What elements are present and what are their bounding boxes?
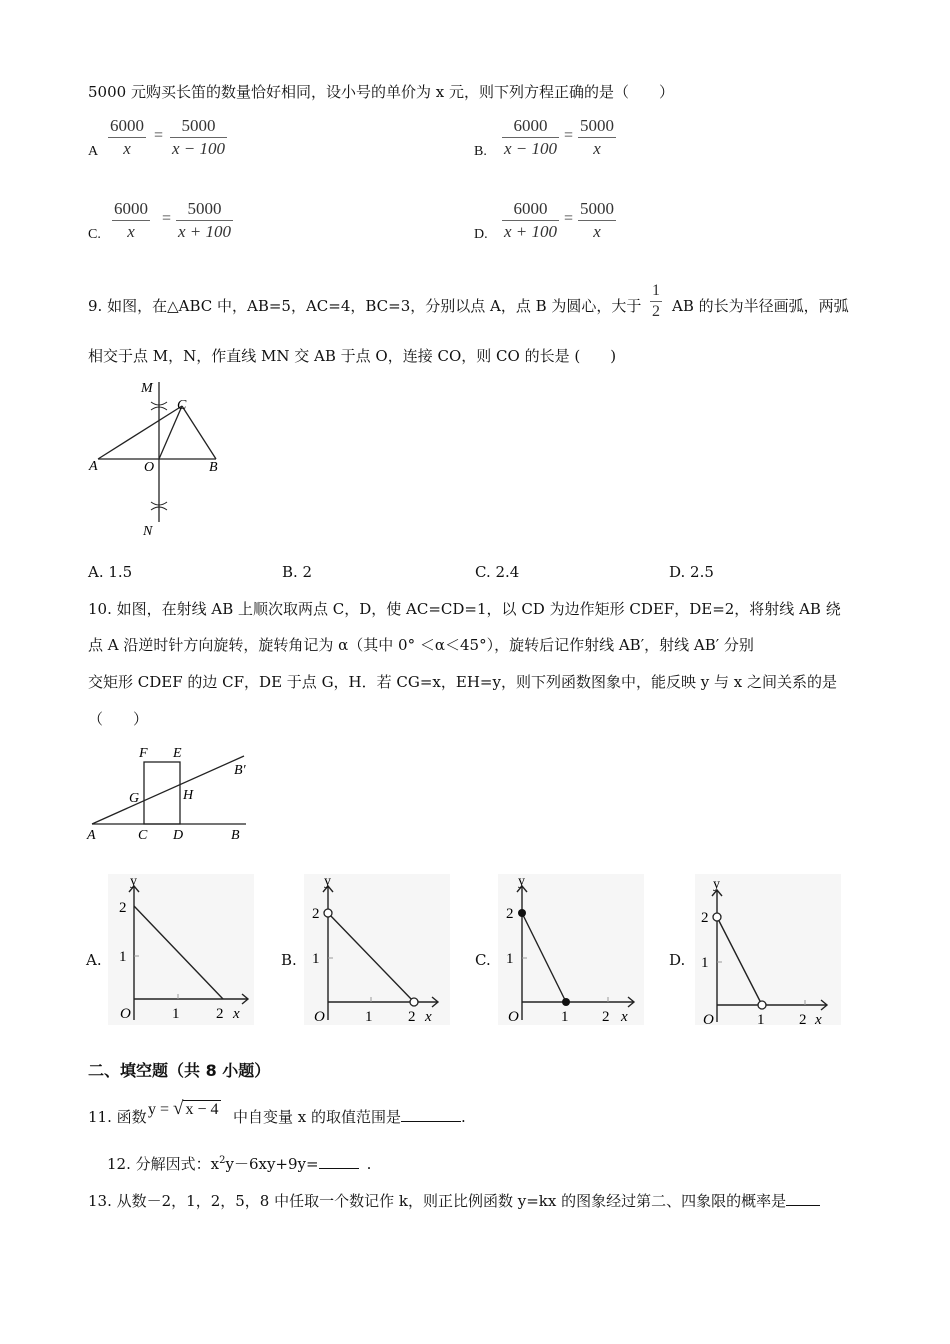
label-a: A (89, 459, 98, 474)
origin-label: O (314, 1009, 325, 1025)
axis-label-x: x (233, 1006, 240, 1022)
q10-graph-b-letter: B. (281, 951, 297, 969)
tick-y-2: 2 (701, 910, 709, 926)
q8-option-d-right-fraction (578, 199, 616, 242)
numerator: 6000 (110, 116, 144, 135)
q10-line2: 点 A 沿逆时针方向旋转，旋转角记为 α（其中 0° ＜α＜45°），旋转后记作射线 AB′，射线 AB′ 分别 (88, 636, 754, 654)
axis-label-x: x (621, 1009, 628, 1025)
q12-pre: 12. 分解因式：x (107, 1155, 220, 1173)
q11-pre: 11. 函数 (88, 1108, 147, 1126)
label-h: H (183, 788, 194, 803)
label-n: N (143, 524, 153, 539)
q10-graph-d (693, 872, 843, 1027)
label-c: C (177, 398, 187, 413)
q8-option-a-right-fraction (170, 116, 227, 159)
equals-sign: = (564, 210, 574, 227)
q10-line4: （ ） (88, 710, 149, 728)
q10-graph-a-letter: A. (86, 951, 102, 969)
q12-end: . (366, 1155, 372, 1173)
sqrt-sign: √ (173, 1098, 184, 1119)
tick-x-1: 1 (172, 1006, 180, 1022)
label-e: E (173, 746, 182, 761)
numerator: 6000 (513, 116, 548, 135)
denominator: x (127, 222, 135, 241)
q8-option-b-letter: B. (474, 144, 487, 159)
equals-sign: = (564, 127, 574, 144)
q10-graph-c (496, 872, 646, 1027)
numerator: 5000 (187, 199, 222, 218)
radicand: x − 4 (185, 1101, 219, 1118)
tick-y-2: 2 (119, 900, 127, 916)
q8-option-d-letter: D. (474, 227, 488, 242)
axis-label-y: y (713, 877, 720, 892)
q10-graph-d-letter: D. (669, 951, 686, 969)
answer-blank[interactable] (319, 1168, 359, 1169)
q8-stem: 5000 元购买长笛的数量恰好相同，设小号的单价为 x 元，则下列方程正确的是（ ） (88, 83, 674, 101)
q8-option-c-right-fraction (176, 199, 233, 242)
label-b-prime: B′ (234, 763, 246, 778)
tick-y-2: 2 (506, 906, 514, 922)
equals-sign: = (154, 127, 164, 144)
answer-blank[interactable] (401, 1121, 461, 1122)
label-d: D (173, 828, 184, 843)
axis-label-y: y (130, 874, 137, 889)
q8-option-b-right-fraction (578, 116, 616, 159)
tick-x-2: 2 (799, 1012, 807, 1027)
axis-label-x: x (815, 1012, 822, 1027)
tick-y-1: 1 (312, 951, 320, 967)
q9-choice-c: C. 2.4 (475, 563, 520, 581)
numerator: 5000 (181, 116, 216, 135)
q8-option-c-letter: C. (88, 227, 101, 242)
denominator: 2 (652, 303, 660, 320)
q9-choice-d: D. 2.5 (669, 563, 714, 581)
tick-x-1: 1 (757, 1012, 765, 1027)
tick-x-1: 1 (561, 1009, 569, 1025)
denominator: x (123, 139, 131, 158)
q12 (107, 1153, 371, 1174)
answer-blank[interactable] (786, 1205, 820, 1206)
q11-post-text: 中自变量 x 的取值范围是 (233, 1108, 401, 1126)
q8-option-a-left-fraction (108, 116, 146, 159)
label-b: B (209, 460, 218, 475)
section-title: 二、填空题（共 8 小题） (88, 1061, 271, 1080)
tick-y-1: 1 (701, 955, 709, 971)
tick-x-2: 2 (602, 1009, 610, 1025)
tick-y-1: 1 (119, 949, 127, 965)
q12-post: y－6xy+9y= (225, 1155, 319, 1173)
tick-y-1: 1 (506, 951, 514, 967)
label-m: M (141, 381, 153, 396)
q8-option-b-left-fraction (502, 116, 559, 159)
denominator: x − 100 (504, 139, 558, 158)
q10-line1: 10. 如图，在射线 AB 上顺次取两点 C，D，使 AC=CD=1，以 CD 为边作矩形 CDEF，DE=2，将射线 AB 绕 (88, 600, 841, 618)
q11-post (233, 1106, 466, 1127)
q9-half-fraction (650, 282, 662, 321)
axis-label-y: y (324, 874, 331, 889)
denominator: x (593, 222, 601, 241)
label-f: F (139, 746, 148, 761)
label-b: B (231, 828, 240, 843)
q8-option-d-left-fraction (502, 199, 559, 242)
numerator: 6000 (114, 199, 148, 218)
q9-triangle-figure (86, 374, 236, 544)
q13 (88, 1190, 820, 1211)
q10-line3: 交矩形 CDEF 的边 CF，DE 于点 G，H．若 CG=x，EH=y，则下列函数图象中，能反映 y 与 x 之间关系的是 (88, 673, 837, 691)
q9-choice-b: B. 2 (282, 563, 313, 581)
q10-graph-a (106, 872, 256, 1027)
denominator: x + 100 (504, 222, 558, 241)
q8-option-c-left-fraction (112, 199, 150, 242)
origin-label: O (703, 1012, 714, 1027)
numerator: 5000 (580, 116, 614, 135)
formula-lhs: y = (148, 1101, 170, 1118)
tick-x-1: 1 (365, 1009, 373, 1025)
axis-label-x: x (425, 1009, 432, 1025)
q11-end: . (461, 1108, 466, 1126)
numerator: 1 (652, 282, 660, 299)
q8-option-a-letter: A (88, 144, 99, 159)
tick-y-2: 2 (312, 906, 320, 922)
denominator: x + 100 (178, 222, 232, 241)
denominator: x (593, 139, 601, 158)
origin-label: O (508, 1009, 519, 1025)
equals-sign: = (162, 210, 172, 227)
numerator: 6000 (513, 199, 548, 218)
q9-choice-a: A. 1.5 (88, 563, 133, 581)
label-o: O (144, 460, 155, 475)
tick-x-2: 2 (408, 1009, 416, 1025)
q9-line1-post: AB 的长为半径画弧，两弧 (672, 297, 849, 315)
q13-text: 13. 从数－2，1，2，5，8 中任取一个数记作 k，则正比例函数 y=kx 的图象经过第二、四象限的概率是 (88, 1192, 787, 1210)
q9-line1-pre: 9. 如图，在△ABC 中，AB=5，AC=4，BC=3，分别以点 A，点 B 为圆心，大于 (88, 297, 642, 315)
q10-graph-b (302, 872, 452, 1027)
tick-x-2: 2 (216, 1006, 224, 1022)
q12-exponent: 2 (219, 1155, 226, 1166)
q11-formula (148, 1098, 221, 1120)
axis-label-y: y (518, 874, 525, 889)
denominator: x − 100 (172, 139, 226, 158)
q9-line2: 相交于点 M，N，作直线 MN 交 AB 于点 O，连接 CO，则 CO 的长是 ( ) (88, 347, 617, 365)
q10-rectangle-figure (86, 740, 258, 848)
label-g: G (129, 791, 140, 806)
origin-label: O (120, 1006, 131, 1022)
q10-graph-c-letter: C. (475, 951, 491, 969)
numerator: 5000 (580, 199, 614, 218)
label-a: A (87, 828, 96, 843)
label-c: C (138, 828, 148, 843)
